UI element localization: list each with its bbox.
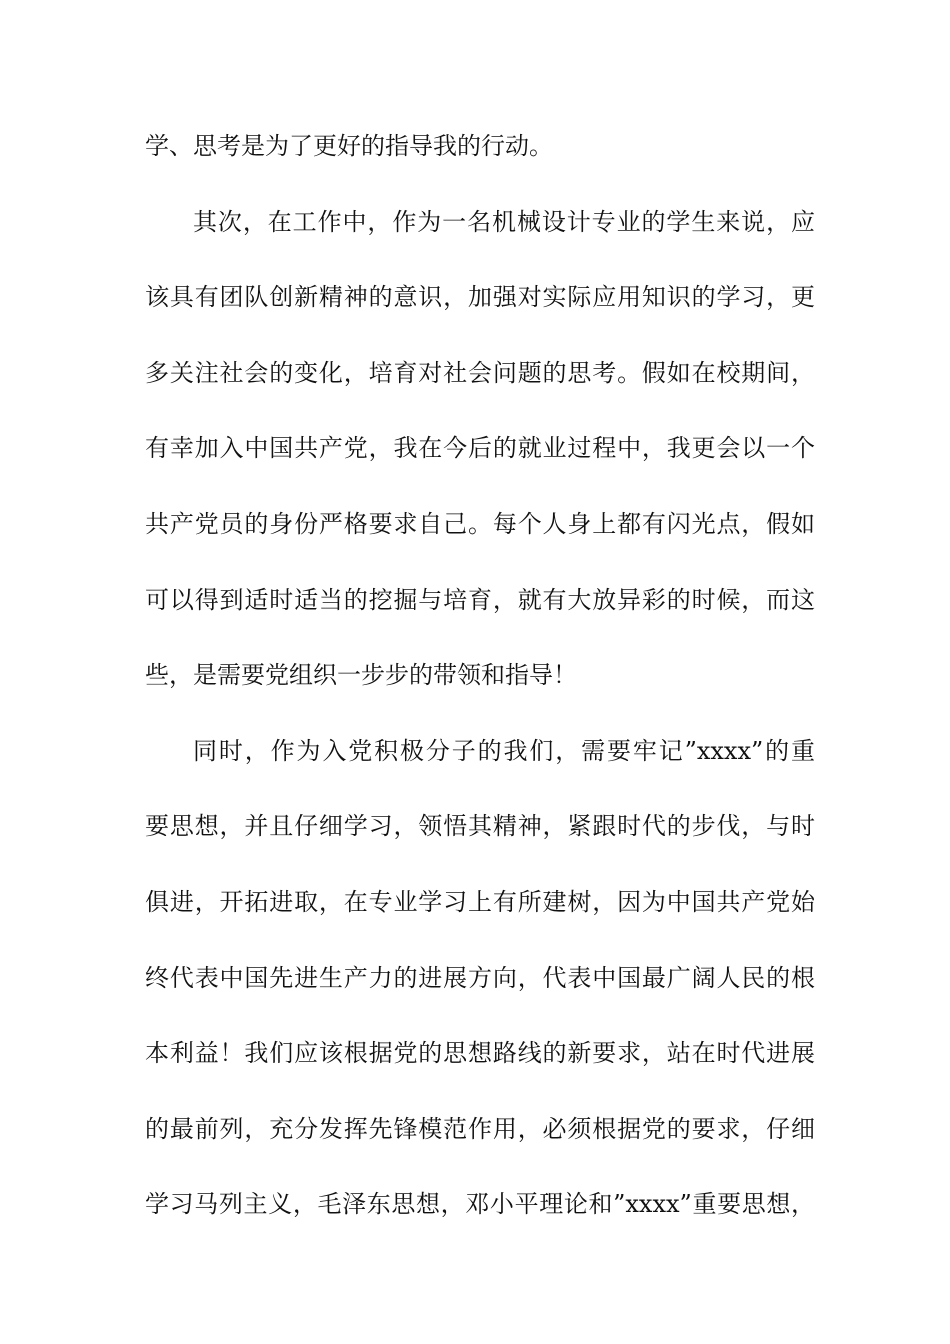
text-line: 要思想，并且仔细学习，领悟其精神，紧跟时代的步伐，与时 (145, 812, 815, 841)
paragraph-first-line: 其次，在工作中，作为一名机械设计专业的学生来说，应 (193, 207, 815, 236)
text-line: 俱进，开拓进取，在专业学习上有所建树，因为中国共产党始 (145, 887, 815, 916)
text-line: 可以得到适时适当的挖掘与培育，就有大放异彩的时候，而这 (145, 585, 815, 614)
paragraph-first-line: 同时，作为入党积极分子的我们，需要牢记”xxxx”的重 (193, 736, 815, 765)
text-line: 学习马列主义，毛泽东思想，邓小平理论和”xxxx”重要思想， (145, 1190, 815, 1219)
text-line: 学、思考是为了更好的指导我的行动。 (145, 132, 553, 160)
text-line: 该具有团队创新精神的意识，加强对实际应用知识的学习，更 (145, 283, 815, 312)
text-line: 终代表中国先进生产力的进展方向，代表中国最广阔人民的根 (145, 963, 815, 992)
body-text (145, 134, 815, 1268)
text-line: 些，是需要党组织一步步的带领和指导！ (145, 661, 577, 690)
text-line: 的最前列，充分发挥先锋模范作用，必须根据党的要求，仔细 (145, 1114, 815, 1143)
text-line: 共产党员的身份严格要求自己。每个人身上都有闪光点，假如 (145, 509, 815, 538)
text-line: 有幸加入中国共产党，我在今后的就业过程中，我更会以一个 (145, 434, 815, 463)
text-line: 本利益！我们应该根据党的思想路线的新要求，站在时代进展 (145, 1039, 815, 1068)
text-line: 多关注社会的变化，培育对社会问题的思考。假如在校期间， (145, 358, 815, 387)
